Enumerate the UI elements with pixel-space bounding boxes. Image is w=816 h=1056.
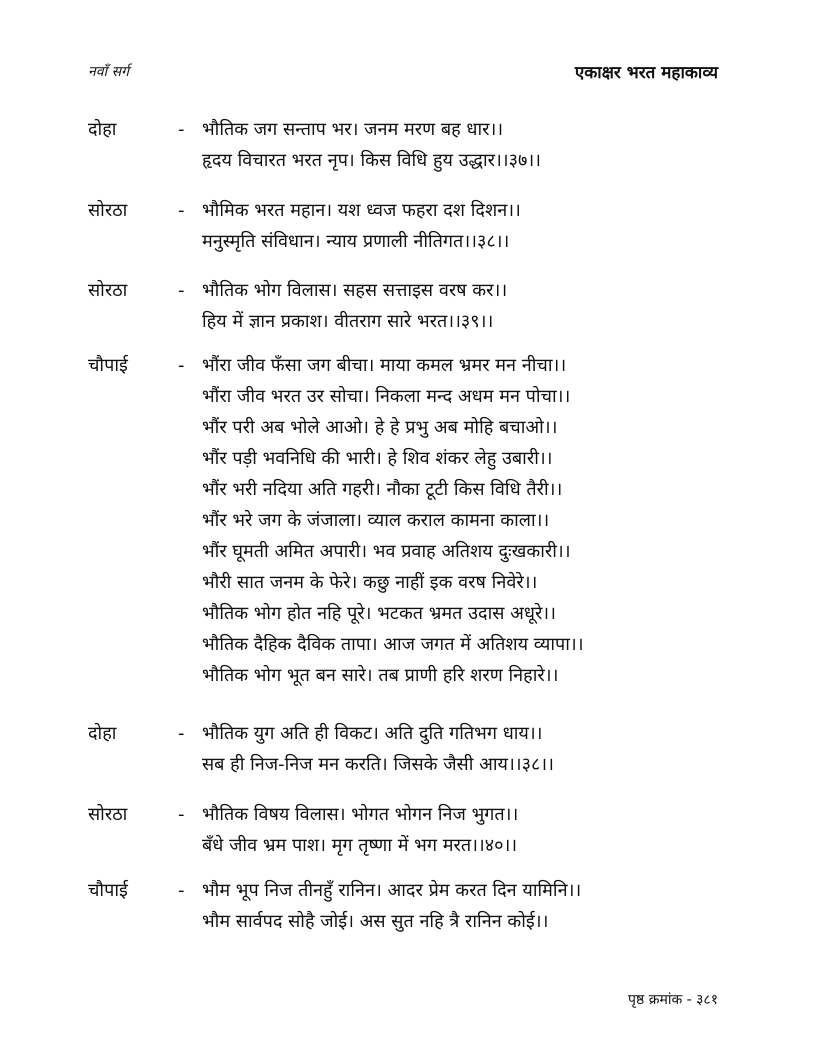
meter-label: चौपाई: [88, 880, 128, 901]
verse-line: [88, 508, 728, 539]
verse-line: [88, 833, 728, 864]
book-title: एकाक्षर भरत महाकाव्य: [574, 63, 718, 83]
meter-label: सोरठा: [88, 804, 128, 825]
stanza: [88, 802, 728, 864]
verse-line: [88, 632, 728, 663]
verse-text: भौंर भरी नदिया अति गहरी। नौका टूटी किस विधि तैरी।।: [202, 479, 563, 500]
verse-text: भौंर घूमती अमित अपारी। भव प्रवाह अतिशय दुःखकारी।।: [202, 541, 571, 562]
verse-text: भौम सार्वपद सोहै जोई। अस सुत नहि त्रै रानिन कोई।।: [202, 911, 549, 932]
verse-text: भौतिक विषय विलास। भोगत भोगन निज भुगत।।: [202, 804, 519, 825]
stanza: [88, 721, 728, 783]
verse-line: [88, 384, 728, 415]
verse-text: भौमिक भरत महान। यश ध्वज फहरा दश दिशन।।: [202, 200, 521, 221]
verse-text: हृदय विचारत भरत नृप। किस विधि हुय उद्धार।।३७।।: [202, 150, 541, 171]
separator-dash: -: [178, 804, 185, 825]
verse-text: भौंर भरे जग के जंजाला। व्याल कराल कामना काला।।: [202, 510, 550, 531]
verse-line: [88, 802, 728, 833]
separator-dash: -: [178, 355, 185, 376]
meter-label: दोहा: [88, 723, 117, 744]
meter-label: दोहा: [88, 119, 117, 140]
verse-text: भौतिक युग अति ही विकट। अति दुति गतिभग धाय।।: [202, 723, 543, 744]
verse-line: [88, 721, 728, 752]
verse-text: भौंरा जीव भरत उर सोचा। निकला मन्द अधम मन पोचा।।: [202, 386, 571, 407]
stanza: [88, 878, 728, 940]
verse-line: [88, 878, 728, 909]
stanza: [88, 198, 728, 260]
verse-line: [88, 570, 728, 601]
verse-text: बँधे जीव भ्रम पाश। मृग तृष्णा में भग मरत।।४०।।: [202, 835, 518, 856]
meter-label: सोरठा: [88, 280, 128, 301]
verse-text: भौतिक दैहिक दैविक तापा। आज जगत में अतिशय व्यापा।।: [202, 634, 584, 655]
verse-line: [88, 415, 728, 446]
verse-text: भौतिक जग सन्ताप भर। जनम मरण बह धार।।: [202, 119, 504, 140]
chapter-title: नवाँ सर्ग: [88, 64, 129, 80]
meter-label: सोरठा: [88, 200, 128, 221]
verse-line: [88, 539, 728, 570]
page-number: पृष्ठ क्रमांक - ३८१: [628, 992, 718, 1008]
separator-dash: -: [178, 119, 185, 140]
separator-dash: -: [178, 880, 185, 901]
verse-text: भौंर परी अब भोले आओ। हे हे प्रभु अब मोहि बचाओ।।: [202, 417, 558, 438]
verse-line: [88, 117, 728, 148]
verse-line: [88, 909, 728, 940]
separator-dash: -: [178, 280, 185, 301]
verse-text: भौतिक भोग होत नहि पूरे। भटकत भ्रमत उदास अधूरे।।: [202, 603, 556, 624]
stanza: [88, 278, 728, 340]
verse-text: सब ही निज-निज मन करति। जिसके जैसी आय।।३८।।: [202, 754, 554, 775]
verse-line: [88, 198, 728, 229]
verse-line: [88, 477, 728, 508]
verse-text: भौतिक भोग विलास। सहस सत्ताइस वरष कर।।: [202, 280, 508, 301]
verse-line: [88, 446, 728, 477]
separator-dash: -: [178, 723, 185, 744]
verse-text: भौरी सात जनम के फेरे। कछु नाहीं इक वरष निवेरे।।: [202, 572, 538, 593]
verse-text: मनुस्मृति संविधान। न्याय प्रणाली नीतिगत।।३८।।: [202, 231, 510, 252]
stanza: [88, 117, 728, 179]
verse-text: भौम भूप निज तीनहुँ रानिन। आदर प्रेम करत दिन यामिनि।।: [202, 880, 582, 901]
verse-line: [88, 663, 728, 694]
verse-text: भौंर पड़ी भवनिधि की भारी। हे शिव शंकर लेहु उबारी।।: [202, 448, 553, 469]
verse-line: [88, 229, 728, 260]
verse-line: [88, 353, 728, 384]
verse-text: भौतिक भोग भूत बन सारे। तब प्राणी हरि शरण निहारे।।: [202, 665, 559, 686]
verse-line: [88, 148, 728, 179]
stanza: [88, 353, 728, 694]
verse-line: [88, 601, 728, 632]
verse-line: [88, 752, 728, 783]
meter-label: चौपाई: [88, 355, 128, 376]
verse-line: [88, 309, 728, 340]
verse-line: [88, 278, 728, 309]
separator-dash: -: [178, 200, 185, 221]
verse-text: हिय में ज्ञान प्रकाश। वीतराग सारे भरत।।३९।।: [202, 311, 494, 332]
verse-text: भौंरा जीव फँसा जग बीचा। माया कमल भ्रमर मन नीचा।।: [202, 355, 567, 376]
